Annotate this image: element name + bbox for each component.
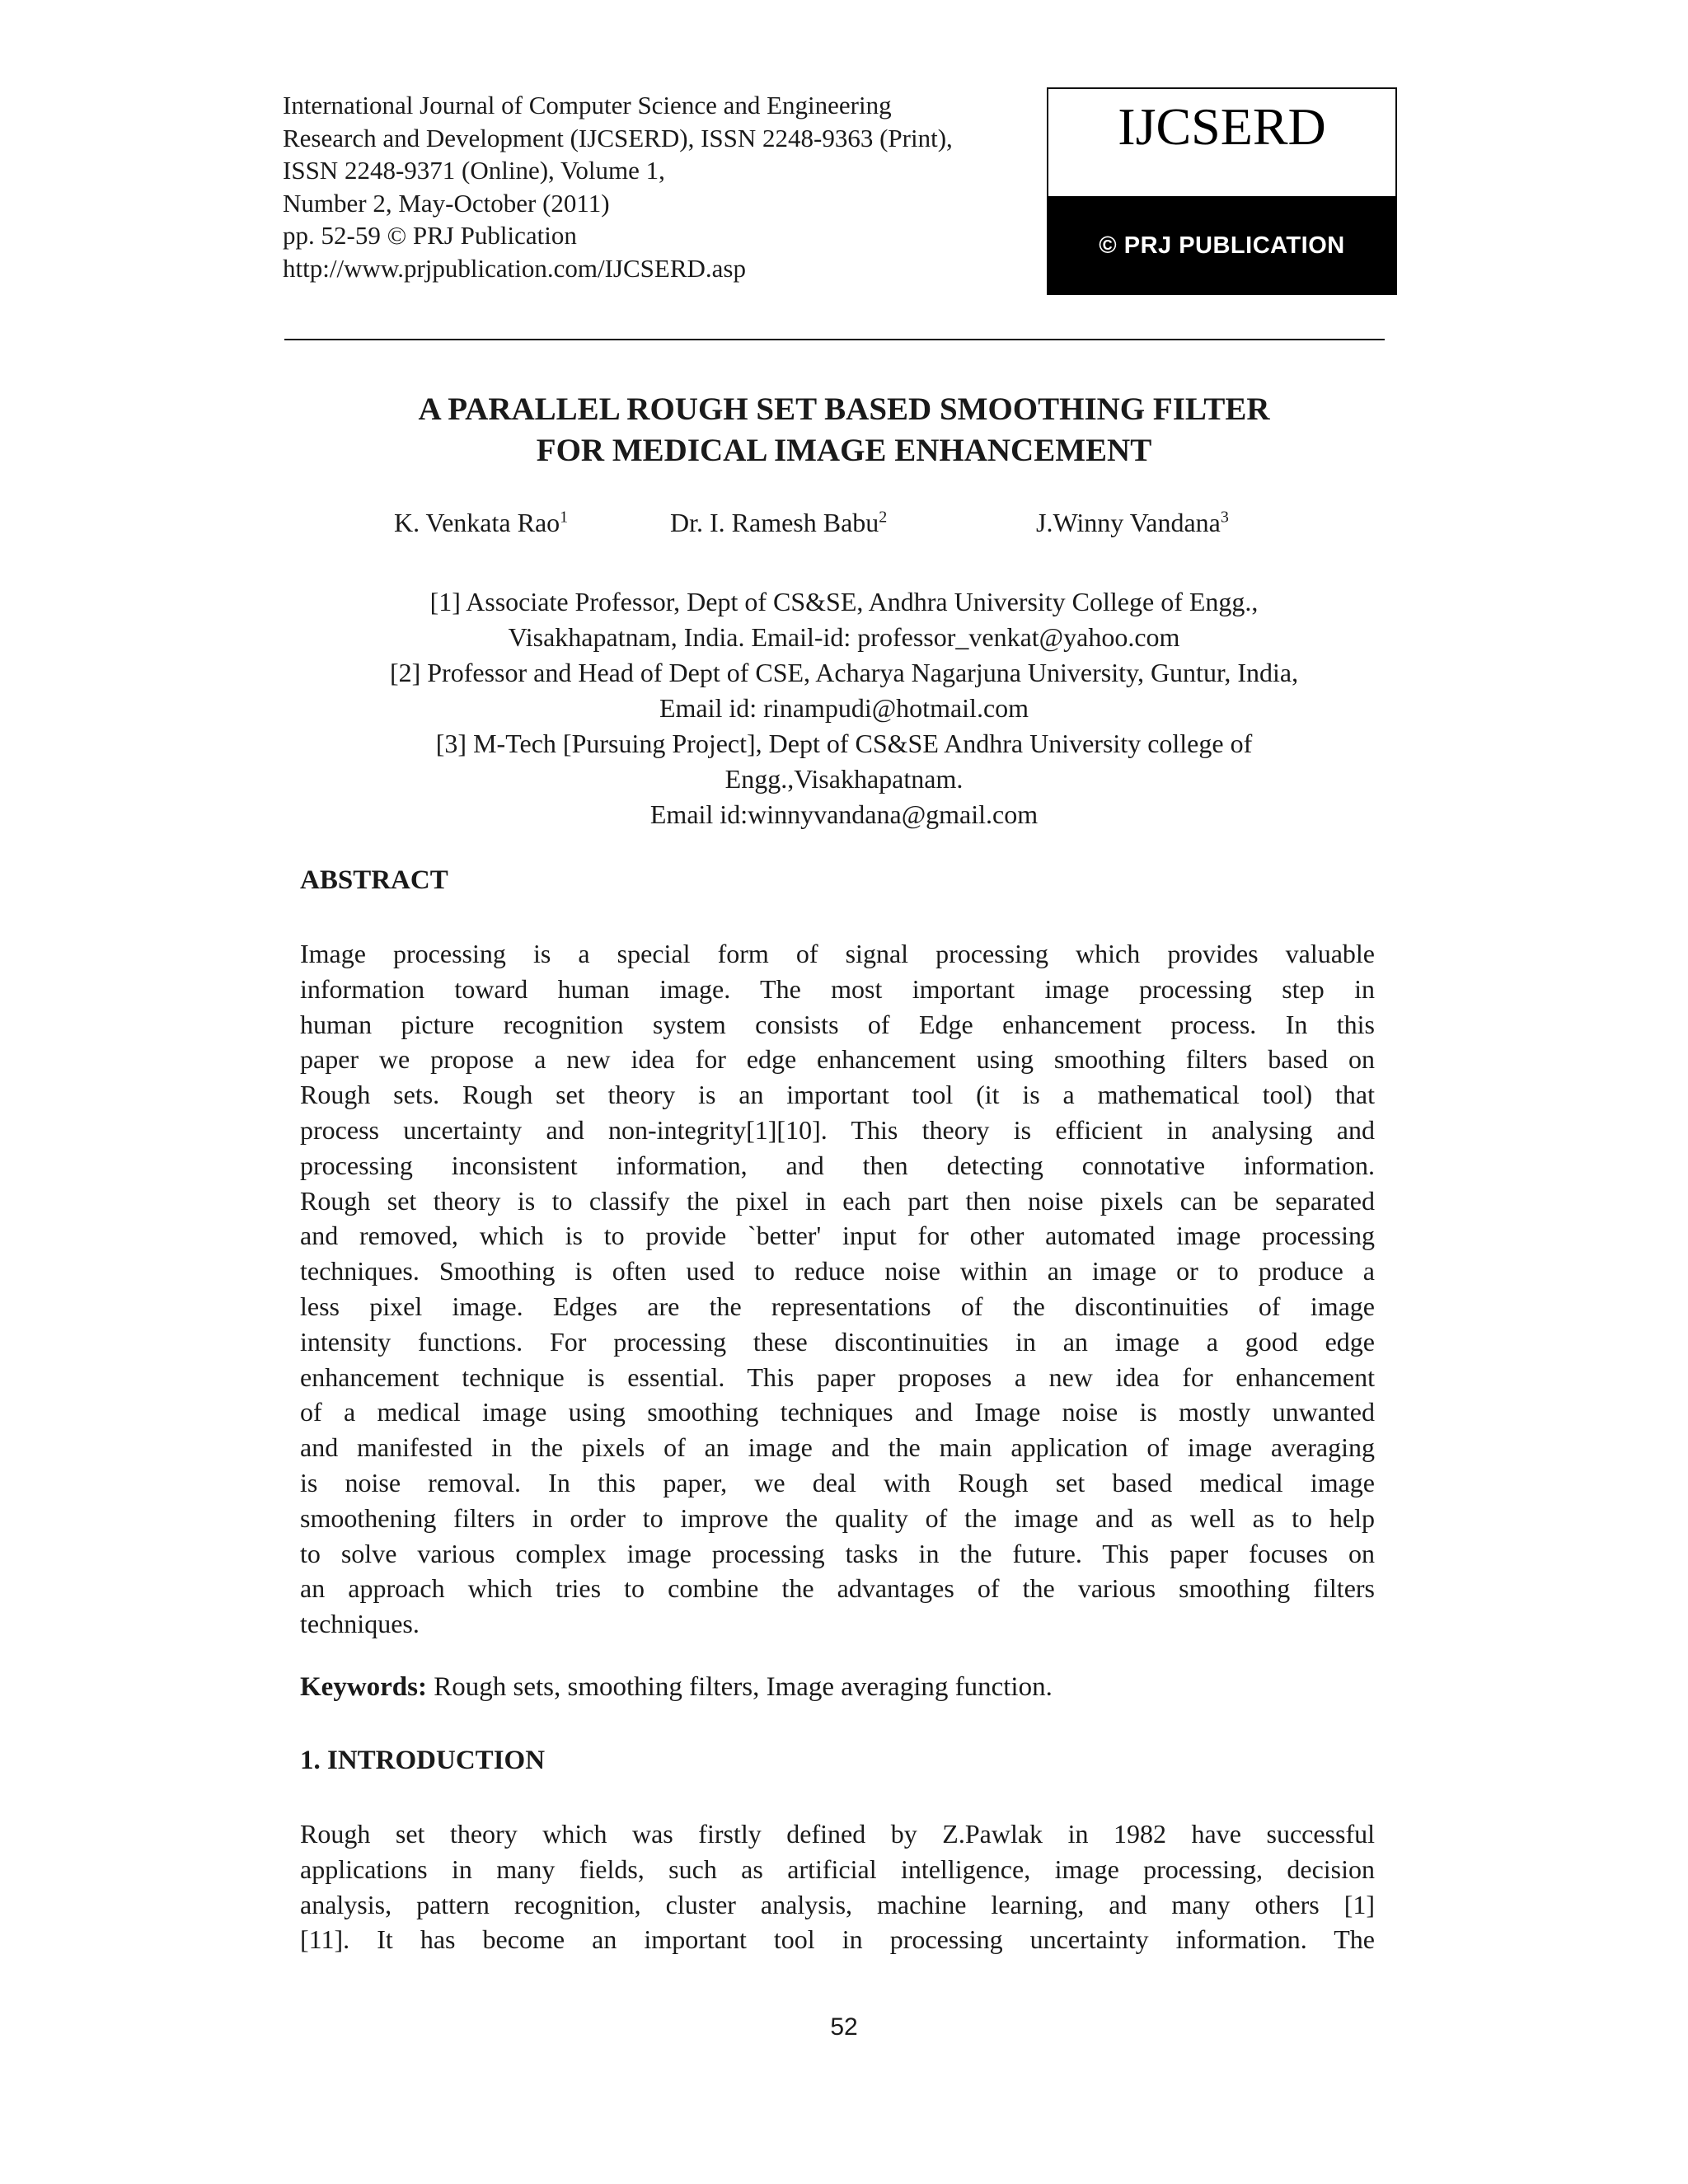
abstract-line: techniques. Smoothing is often used to reduce noise within an image or to produce a bbox=[300, 1256, 1375, 1286]
introduction-line: analysis, pattern recognition, cluster analysis, machine learning, and many others [1] bbox=[300, 1889, 1375, 1919]
page-number: 52 bbox=[830, 2013, 858, 2041]
logo-band: © PRJ PUBLICATION bbox=[1047, 196, 1397, 295]
abstract-body bbox=[300, 936, 1375, 1642]
journal-logo bbox=[1047, 87, 1397, 295]
affiliation-line: Visakhapatnam, India. Email-id: professor_venkat@yahoo.com bbox=[508, 622, 1180, 652]
author-name: J.Winny Vandana bbox=[1036, 508, 1221, 537]
abstract-line: Rough sets. Rough set theory is an important tool (it is a mathematical tool) that bbox=[300, 1080, 1375, 1110]
affiliation-line: Email id:winnyvandana@gmail.com bbox=[649, 799, 1039, 829]
author-name: Dr. I. Ramesh Babu bbox=[670, 508, 879, 537]
introduction-body bbox=[300, 1816, 1375, 1957]
abstract-line: smoothening filters in order to improve the quality of the image and as well as to help bbox=[300, 1502, 1375, 1533]
keywords bbox=[300, 1672, 1053, 1703]
introduction-heading: 1. INTRODUCTION bbox=[300, 1746, 546, 1775]
journal-info bbox=[283, 89, 1025, 284]
author-superscript: 1 bbox=[560, 508, 569, 527]
affiliation-line: [2] Professor and Head of Dept of CSE, Acharya Nagarjuna University, Guntur, India, bbox=[389, 658, 1299, 687]
abstract-line: Rough set theory is to classify the pixel in each part then noise pixels can be separated bbox=[300, 1185, 1375, 1216]
abstract-line: techniques. bbox=[300, 1609, 420, 1639]
paper-title bbox=[247, 389, 1441, 471]
abstract-line: and removed, which is to provide `better' input for other automated image processing bbox=[300, 1221, 1375, 1251]
journal-info-line: pp. 52-59 © PRJ Publication bbox=[283, 221, 577, 250]
introduction-line: [11]. It has become an important tool in processing uncertainty information. The bbox=[300, 1924, 1375, 1955]
author-list bbox=[0, 508, 1688, 549]
journal-url: http://www.prjpublication.com/IJCSERD.asp bbox=[283, 253, 746, 283]
logo-name: IJCSERD bbox=[1118, 97, 1326, 156]
abstract-line: processing inconsistent information, and then detecting connotative information. bbox=[300, 1150, 1375, 1180]
introduction-line: applications in many fields, such as artificial intelligence, image processing, decision bbox=[300, 1854, 1375, 1884]
abstract-line: intensity functions. For processing these discontinuities in an image a good edge bbox=[300, 1326, 1375, 1357]
abstract-line: is noise removal. In this paper, we deal with Rough set based medical image bbox=[300, 1467, 1375, 1497]
abstract-line: process uncertainty and non-integrity[1][10]. This theory is efficient in analysing and bbox=[300, 1114, 1375, 1145]
abstract-line: of a medical image using smoothing techniques and Image noise is mostly unwanted bbox=[300, 1397, 1375, 1427]
author-superscript: 3 bbox=[1220, 508, 1229, 527]
author-name: K. Venkata Rao bbox=[394, 508, 560, 537]
header-divider bbox=[284, 339, 1385, 340]
introduction-line: Rough set theory which was firstly defined by Z.Pawlak in 1982 have successful bbox=[300, 1819, 1375, 1849]
journal-info-line: ISSN 2248-9371 (Online), Volume 1, bbox=[283, 156, 665, 185]
affiliation-line: Engg.,Visakhapatnam. bbox=[724, 764, 964, 794]
abstract-line: enhancement technique is essential. This paper proposes a new idea for enhancement bbox=[300, 1361, 1375, 1392]
affiliation-line: [1] Associate Professor, Dept of CS&SE, Andhra University College of Engg., bbox=[429, 587, 1259, 616]
abstract-line: an approach which tries to combine the advantages of the various smoothing filters bbox=[300, 1573, 1375, 1604]
title-line: FOR MEDICAL IMAGE ENHANCEMENT bbox=[536, 433, 1152, 468]
author bbox=[670, 508, 887, 538]
abstract-line: Image processing is a special form of signal processing which provides valuable bbox=[300, 939, 1375, 968]
author bbox=[394, 508, 568, 538]
affiliations bbox=[247, 584, 1441, 832]
abstract-line: less pixel image. Edges are the representations of the discontinuities of image bbox=[300, 1291, 1375, 1321]
abstract-line: to solve various complex image processing tasks in the future. This paper focuses on bbox=[300, 1538, 1375, 1568]
abstract-line: and manifested in the pixels of an image and the main application of image averaging bbox=[300, 1432, 1375, 1463]
keywords-text: Rough sets, smoothing filters, Image averaging function. bbox=[426, 1672, 1053, 1702]
journal-info-line: Research and Development (IJCSERD), ISSN 2248-9363 (Print), bbox=[283, 123, 953, 152]
abstract-line: human picture recognition system consists of Edge enhancement process. In this bbox=[300, 1009, 1375, 1039]
keywords-label: Keywords: bbox=[300, 1672, 427, 1702]
journal-info-line: International Journal of Computer Science and Engineering bbox=[283, 91, 892, 120]
title-line: A PARALLEL ROUGH SET BASED SMOOTHING FILTER bbox=[418, 391, 1270, 427]
journal-info-line: Number 2, May-October (2011) bbox=[283, 188, 610, 218]
abstract-line: information toward human image. The most important image processing step in bbox=[300, 973, 1375, 1004]
author bbox=[1036, 508, 1229, 538]
affiliation-line: [3] M-Tech [Pursuing Project], Dept of CS&SE Andhra University college of bbox=[435, 729, 1253, 758]
abstract-heading: ABSTRACT bbox=[300, 865, 448, 895]
author-superscript: 2 bbox=[879, 508, 888, 527]
affiliation-line: Email id: rinampudi@hotmail.com bbox=[659, 693, 1029, 723]
abstract-line: paper we propose a new idea for edge enhancement using smoothing filters based on bbox=[300, 1044, 1375, 1075]
